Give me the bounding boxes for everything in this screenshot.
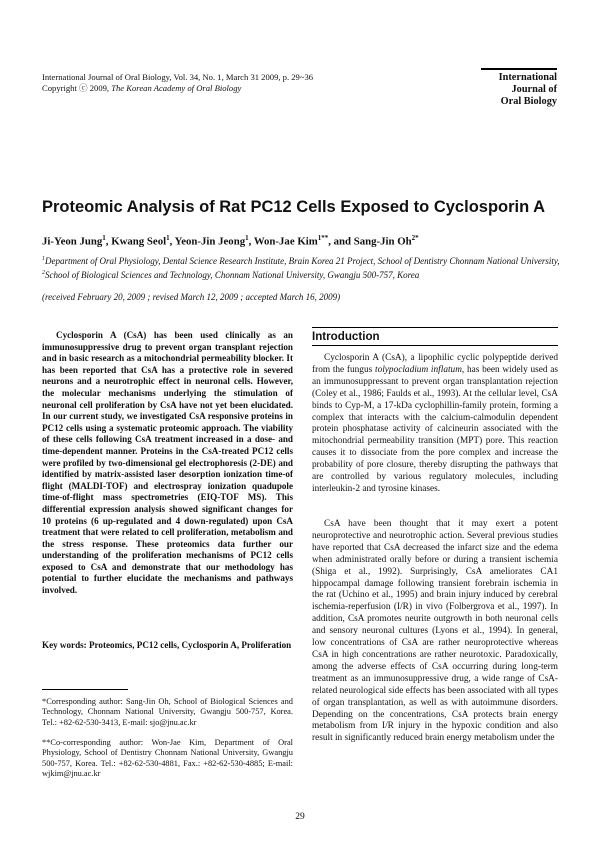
journal-name-line: International xyxy=(498,72,557,83)
affiliations: $^1$Department of Oral Physiology, Dental Science Research Institute, Brain Korea 21 Project, School of Dentistry Chonnam National University, $^2$School of Biological Sciences and Technology, Chonnam National University, Gwangju 500-757, Korea xyxy=(42,256,560,280)
keywords: Key words: Proteomics, PC12 cells, Cyclosporin A, Proliferation xyxy=(42,640,292,650)
abstract: Cyclosporin A (CsA) has been used clinically as an immunosuppressive drug to prevent organ transplant rejection and in basic research as a mitochondrial permeability blocker. It has been reported that CsA has a protective role in severed neurons and a neurotrophic effect in neuronal cells. However, the molecular mechanisms underlying the stimulation of neuronal cell proliferation by CsA have not yet been elucidated. In our current study, we investigated CsA responsive proteins in PC12 cells using a systematic proteomic approach. The viability of these cells following CsA treatment increased in a dose- and time-dependent manner. Proteins in the CsA-treated PC12 cells were profiled by two-dimensional gel electrophoresis (2-DE) and identified by matrix-assisted laser desorption ionization time-of flight (MALDI-TOF) and electrospray ionization quadupole time-of-flight mass spectrometries (EIQ-TOF MS). This differential expression analysis showed significant changes for 10 proteins (6 up-regulated and 4 down-regulated) upon CsA treatment that were related to cell proliferation, metabolism and the stress response. These proteomics data further our understanding of the proliferation mechanisms of PC12 cells exposed to CsA and demonstrate that our methodology has potential to further elucidate the mechanisms and pathways involved. xyxy=(42,330,293,596)
page-number: 29 xyxy=(295,812,305,822)
copyright-line: Copyright ⓒ 2009, The Korean Academy of Oral Biology xyxy=(42,82,242,93)
journal-name-box xyxy=(481,68,557,108)
species-name: tolypocladium inflatum xyxy=(374,364,462,375)
received-dates: (received February 20, 2009 ; revised March 12, 2009 ; accepted March 16, 2009) xyxy=(42,292,341,302)
journal-citation: International Journal of Oral Biology, Vol. 34, No. 1, March 31 2009, p. 29~36 xyxy=(42,72,314,82)
section-rule-top xyxy=(312,327,558,328)
intro-paragraph-1: Cyclosporin A (CsA), a lipophilic cyclic polypeptide derived from the fungus tolypocladium inflatum, has been widely used as an immunosuppressant to prevent organ transplantation rejection (Coley et al., 1986; Faulds et al., 1993). At the cellular level, CsA binds to Cyp-M, a 17-kDa cyclophillin-family protein, forming a complex that interacts with the calcium-calmodulin dependent protein phosphatase activity of calcineurin associated with the mitochondrial permeability transition (MPT) pore. This reaction causes it to dissociate from the pore complex and increase the probability of pore closure, thereby disrupting the pathways that are controlled by various regulatory molecules, including interleukin-2 and tyrosine kinases. xyxy=(312,353,558,494)
footnote-corresponding: *Corresponding author: Sang-Jin Oh, School of Biological Sciences and Technology, Chonnam National University, Gwangju 500-757, Korea. Tel.: +82-62-530-3413, E-mail: sjo@jnu.ac.kr xyxy=(42,697,293,727)
author-name: Ji-Yeon Jung xyxy=(42,235,103,248)
author-name: Won-Jae Kim xyxy=(253,235,318,248)
affiliation-1: Department of Oral Physiology, Dental Science Research Institute, Brain Korea 21 Project, School of Dentistry Chonnam National University, xyxy=(45,256,560,266)
author-name: Yeon-Jin Jeong xyxy=(174,235,246,248)
author-name: Sang-Jin Oh xyxy=(353,235,412,248)
author-list: Ji-Yeon Jung$^1$, Kwang Seol$^1$, Yeon-Jin Jeong$^1$, Won-Jae Kim$^{1**}$, and Sang-Jin $Oh^{2*}$ xyxy=(42,234,419,248)
copyright-org: The Korean Academy of Oral Biology xyxy=(111,82,242,93)
author-sup: 1 xyxy=(166,234,170,242)
author-sup: 1 xyxy=(102,234,106,242)
affiliation-2: School of Biological Sciences and Technology, Chonnam National University, Gwangju 500-757, Korea xyxy=(45,270,420,280)
journal-name-line: Journal of xyxy=(511,84,557,95)
author-sup: 2* xyxy=(411,234,419,242)
author-sup: 1 xyxy=(245,234,249,242)
section-rule-bottom xyxy=(312,345,558,346)
footnote-rule xyxy=(42,689,128,690)
footnote-co-corresponding: **Co-corresponding author: Won-Jae Kim, Department of Oral Physiology, School of Dentistry Chonnam National University, Gwangju 500-757, Korea. Tel.: +82-62-530-4881, Fax.: +82-62-530-4885; E-mail: wjkim@jnu.ac.kr xyxy=(42,738,293,779)
section-heading: Introduction xyxy=(312,330,380,343)
author-name: Kwang Seol xyxy=(111,235,167,248)
journal-name-line: Oral Biology xyxy=(500,96,557,107)
intro-paragraph-2: CsA have been thought that it may exert a potent neuroprotective and neurotrophic action. Several previous studies have reported that CsA decreased the infarct size and the edema when administrated orally before or during a transient ischemia (Shiga et al., 1992). Surprisingly, CsA ameliorates CA1 hippocampal damage following transient forebrain ischemia in the rat (Uchino et al., 1995) and brain injury induced by cerebral ischemia-reperfusion (I/R) in vivo (Folbergrova et al., 1997). In addition, CsA promotes neurite outgrowth in both neuronal cells and sensory neuronal cultures (Lyons et al., 1994). In general, low concentrations of CsA are rather neuroprotective whereas CsA in high concentrations are rather neurotoxic. Paradoxically, among the adverse effects of CsA occurring during long-term treatment as an immunosuppressive drug, a wide range of CsA-related neurological side effects has been associated with all types of organ transplantation, as well as with autoimmune disorders. Depending on the concentrations, CsA protects brain energy metabolism from I/R injury in the hypoxic condition and also result in significantly reduced brain energy metabolism under the xyxy=(312,519,558,744)
journal-header xyxy=(42,72,313,93)
paper-title: Proteomic Analysis of Rat PC12 Cells Exposed to Cyclosporin A xyxy=(42,198,546,216)
author-sup: 1** xyxy=(317,234,329,242)
